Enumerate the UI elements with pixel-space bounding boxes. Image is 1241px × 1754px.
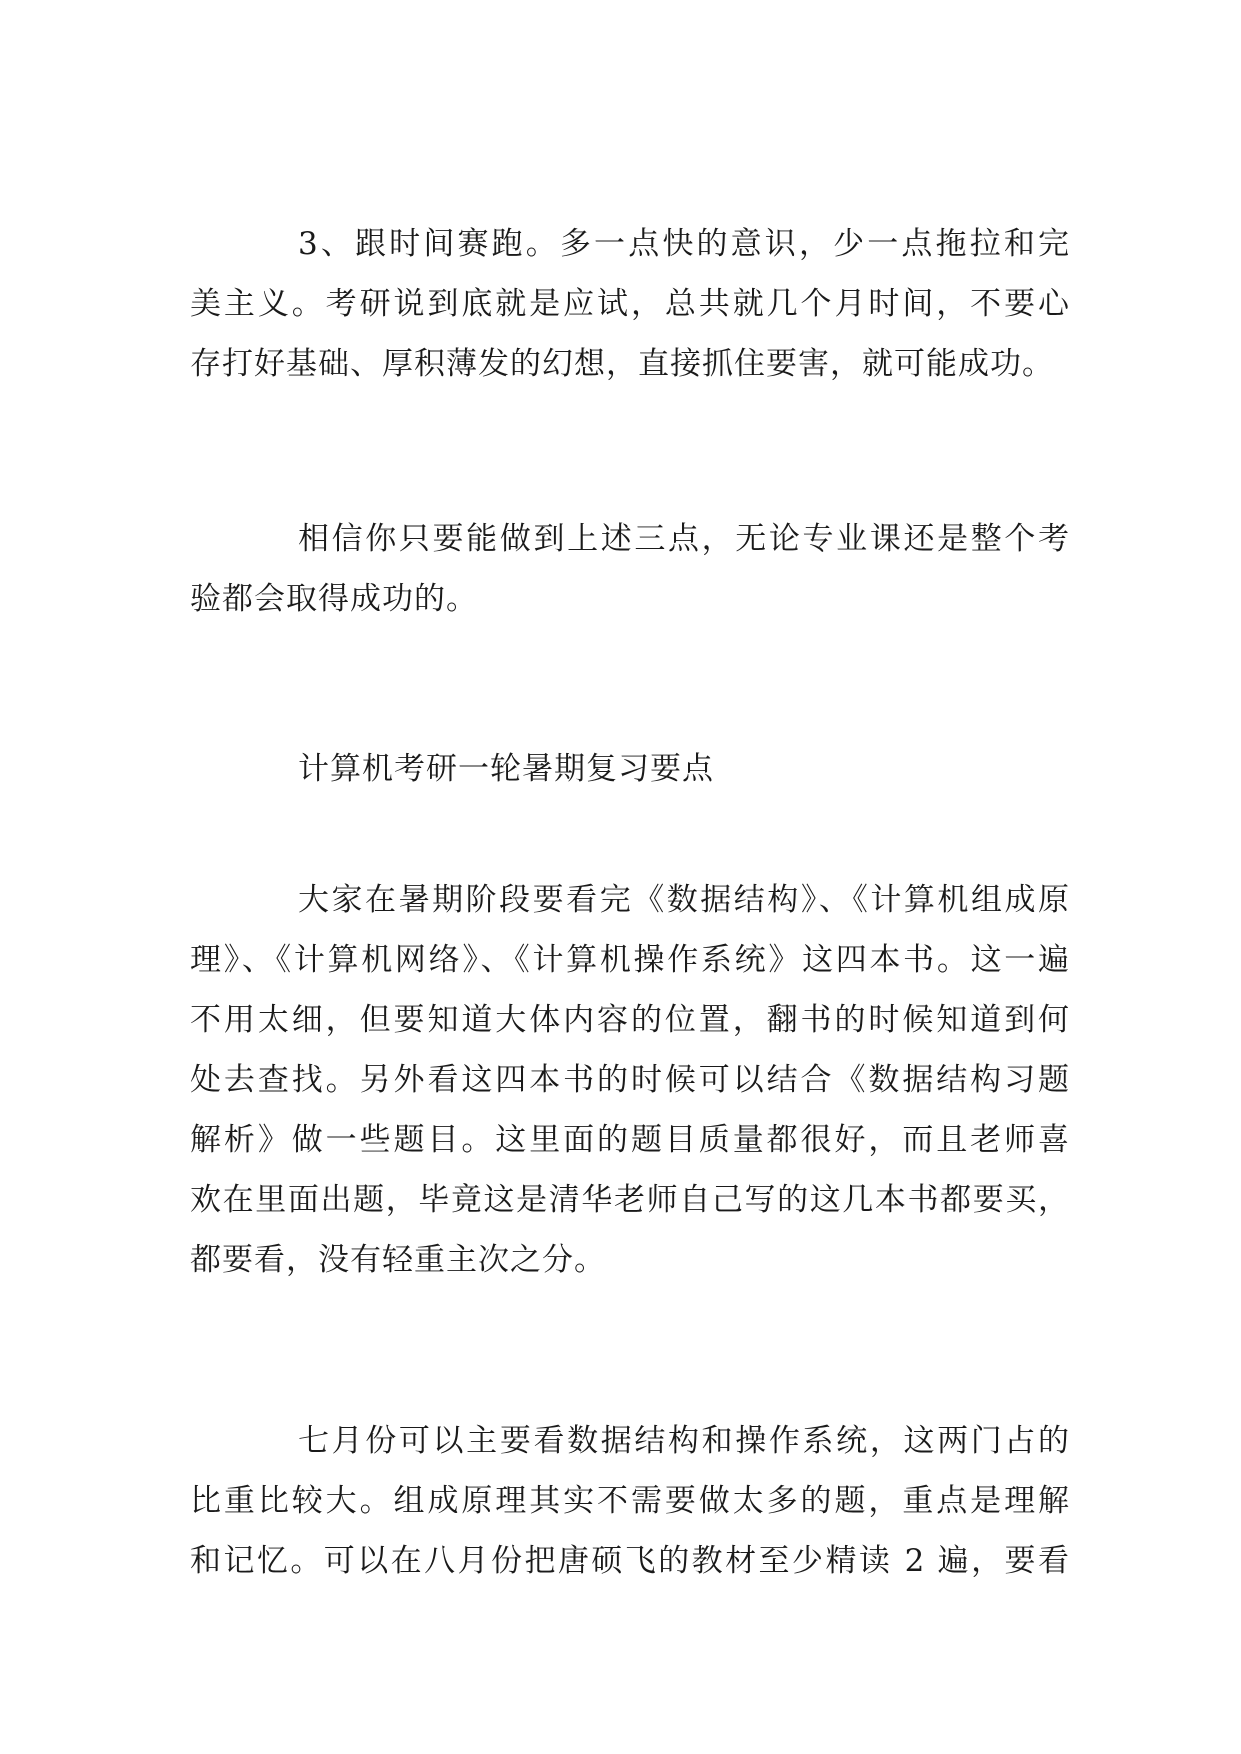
paragraph-line: 解析》做一些题目。这里面的题目质量都很好，而且老师喜 — [190, 1122, 1070, 1158]
paragraph-line: 处去查找。另外看这四本书的时候可以结合《数据结构习题 — [190, 1062, 1070, 1098]
paragraph-conclusion — [190, 509, 1070, 629]
paragraph-line: 3、跟时间赛跑。多一点快的意识，少一点拖拉和完 — [298, 226, 1070, 262]
paragraph-line: 存打好基础、厚积薄发的幻想，直接抓住要害，就可能成功。 — [190, 346, 1054, 382]
paragraph-line: 七月份可以主要看数据结构和操作系统，这两门占的 — [298, 1423, 1070, 1459]
paragraph-line: 美主义。考研说到底就是应试，总共就几个月时间，不要心 — [190, 286, 1070, 322]
section-heading-text: 计算机考研一轮暑期复习要点 — [298, 751, 714, 787]
paragraph-line: 验都会取得成功的。 — [190, 581, 478, 617]
paragraph-line: 欢在里面出题，毕竟这是清华老师自己写的这几本书都要买， — [190, 1182, 1070, 1218]
paragraph-summer-books — [190, 870, 1070, 1290]
paragraph-line: 比重比较大。组成原理其实不需要做太多的题，重点是理解 — [190, 1483, 1070, 1519]
paragraph-line: 相信你只要能做到上述三点，无论专业课还是整个考 — [298, 521, 1070, 557]
paragraph-line: 大家在暑期阶段要看完《数据结构》、《计算机组成原 — [298, 882, 1070, 918]
paragraph-line: 和记忆。可以在八月份把唐硕飞的教材至少精读 2 遍，要看 — [190, 1543, 1070, 1579]
paragraph-line: 都要看，没有轻重主次之分。 — [190, 1242, 606, 1278]
section-heading — [190, 739, 1070, 799]
paragraph-july-plan — [190, 1411, 1070, 1591]
paragraph-race-against-time — [190, 214, 1070, 394]
paragraph-line: 不用太细，但要知道大体内容的位置，翻书的时候知道到何 — [190, 1002, 1070, 1038]
paragraph-line: 理》、《计算机网络》、《计算机操作系统》这四本书。这一遍 — [190, 942, 1070, 978]
